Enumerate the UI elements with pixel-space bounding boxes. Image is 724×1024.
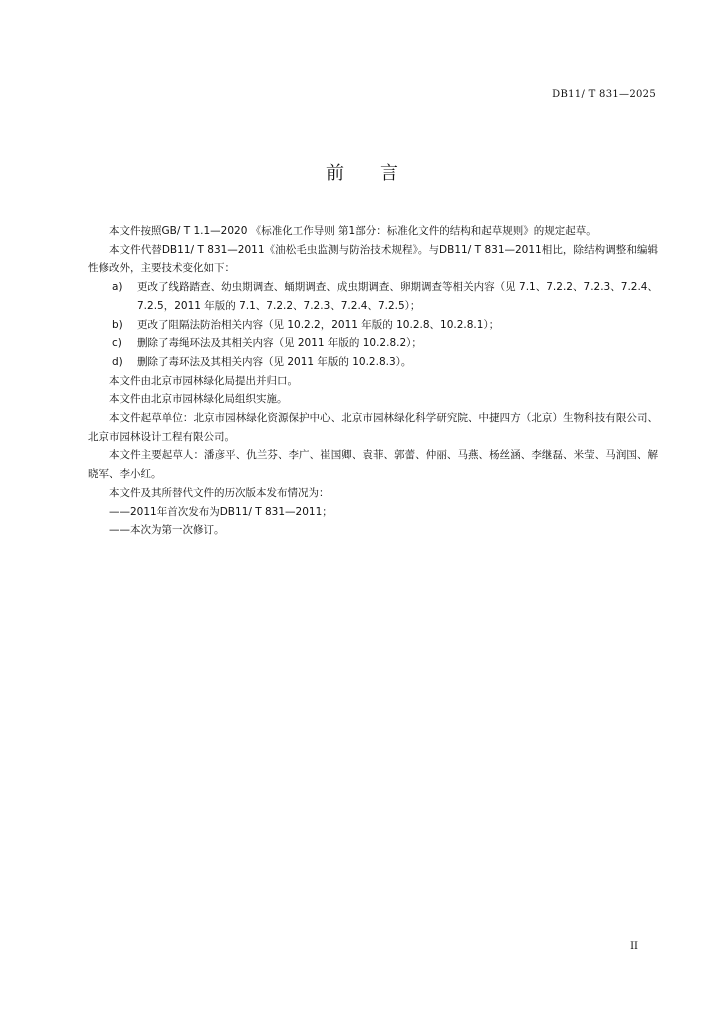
page-title: 前言 xyxy=(326,163,434,184)
list-item-text: 更改了阻隔法防治相关内容（见 10.2.2，2011 年版的 10.2.8、10.2.8.1）； xyxy=(137,318,500,331)
history-item: ——2011年首次发布为DB11/ T 831—2011； xyxy=(109,505,333,518)
list-item-text: 删除了毒绳环法及其相关内容（见 2011 年版的 10.2.8.2）； xyxy=(137,337,422,350)
paragraph-drafting-basis: 本文件按照GB/ T 1.1—2020 《标准化工作导则 第1部分：标准化文件的结构和起草规则》的规定起草。 xyxy=(109,225,597,237)
history-item: ——本次为第一次修订。 xyxy=(109,524,225,537)
list-item-text: 删除了毒环法及其相关内容（见 2011 年版的 10.2.8.3）。 xyxy=(137,355,412,368)
list-item-marker: c) xyxy=(112,337,122,350)
list-item-marker: b) xyxy=(112,318,123,331)
paragraph-history-intro: 本文件及其所替代文件的历次版本发布情况为： xyxy=(109,486,330,499)
paragraph-replacement: 本文件代替DB11/ T 831—2011《油松毛虫监测与防治技术规程》。与DB11/ T 831—2011相比，除结构调整和编辑性修改外，主要技术变化如下： xyxy=(88,243,658,275)
list-item xyxy=(88,334,658,353)
paragraph-drafters: 本文件主要起草人：潘彦平、仇兰芬、李广、崔国卿、袁菲、郭蕾、仲丽、马燕、杨丝涵、李继磊、米莹、马润国、解晓军、李小红。 xyxy=(88,449,658,481)
list-item-marker: a) xyxy=(112,281,123,294)
page-number: II xyxy=(630,941,638,952)
list-item xyxy=(88,316,658,335)
paragraph-drafting-units: 本文件起草单位：北京市园林绿化资源保护中心、北京市园林绿化科学研究院、中捷四方（北京）生物科技有限公司、北京市园林设计工程有限公司。 xyxy=(88,412,658,443)
list-item xyxy=(88,353,658,372)
list-item-text: 更改了线路踏查、幼虫期调查、蛹期调查、成虫期调查、卵期调查等相关内容（见 7.1、7.2.2、7.2.3、7.2.4、7.2.5，2011 年版的 7.1、7.2.2、7.2.3、7.2.4、7.2.5）； xyxy=(137,281,658,312)
list-item-marker: d) xyxy=(112,355,123,368)
paragraph-implementer: 本文件由北京市园林绿化局组织实施。 xyxy=(109,393,288,406)
document-body xyxy=(88,222,658,540)
paragraph-proposer: 本文件由北京市园林绿化局提出并归口。 xyxy=(109,374,298,387)
document-number: DB11/ T 831—2025 xyxy=(552,89,656,100)
list-item xyxy=(88,278,658,315)
